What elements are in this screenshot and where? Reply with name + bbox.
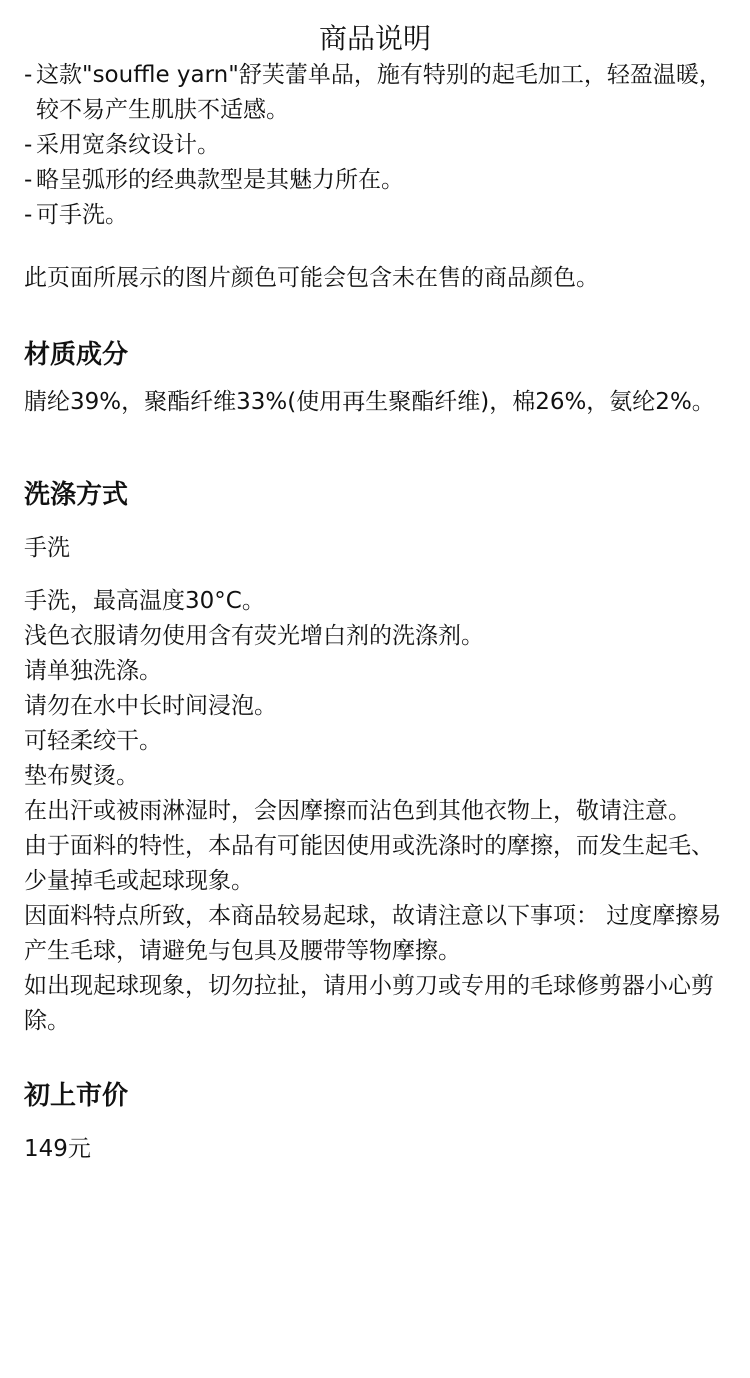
description-item-text: 略呈弧形的经典款型是其魅力所在。 — [36, 167, 404, 193]
washing-instruction-line: 如出现起球现象，切勿拉扯，请用小剪刀或专用的毛球修剪器小心剪除。 — [24, 973, 714, 1034]
description-item — [24, 58, 726, 128]
washing-instruction-line: 请单独洗涤。 — [24, 658, 162, 684]
washing-instruction-line: 手洗，最高温度30°C。 — [24, 588, 265, 614]
washing-instruction-line: 因面料特点所致，本商品较易起球，故请注意以下事项： 过度摩擦易产生毛球，请避免与包具及腰带等物摩擦。 — [24, 903, 722, 964]
bullet-dash: - — [24, 62, 33, 88]
description-list — [24, 58, 726, 233]
washing-instruction-line: 可轻柔绞干。 — [24, 728, 162, 754]
washing-instruction-line: 请勿在水中长时间浸泡。 — [24, 693, 277, 719]
washing-instructions — [24, 584, 726, 1039]
washing-instruction-line: 由于面料的特性，本品有可能因使用或洗涤时的摩擦，而发生起毛、少量掉毛或起球现象。 — [24, 833, 714, 894]
page-title: 商品说明 — [318, 22, 431, 55]
material-composition: 腈纶39%，聚酯纤维33%(使用再生聚酯纤维)，棉26%，氨纶2%。 — [24, 389, 715, 415]
material-heading: 材质成分 — [24, 340, 129, 370]
bullet-dash: - — [24, 132, 33, 158]
launch-price: 149元 — [24, 1136, 91, 1162]
price-heading: 初上市价 — [24, 1081, 129, 1111]
description-item-text: 这款"souffle yarn"舒芙蕾单品，施有特别的起毛加工，轻盈温暖，较不易产生肌肤不适感。 — [36, 62, 722, 123]
bullet-dash: - — [24, 167, 33, 193]
washing-instruction-line: 在出汗或被雨淋湿时，会因摩擦而沾色到其他衣物上，敬请注意。 — [24, 798, 691, 824]
color-disclaimer: 此页面所展示的图片颜色可能会包含未在售的商品颜色。 — [24, 265, 599, 291]
washing-instruction-line: 浅色衣服请勿使用含有荧光增白剂的洗涤剂。 — [24, 623, 484, 649]
description-item — [24, 163, 726, 198]
description-item-text: 采用宽条纹设计。 — [36, 132, 220, 158]
description-item — [24, 198, 726, 233]
description-item — [24, 128, 726, 163]
washing-instruction-line: 垫布熨烫。 — [24, 763, 139, 789]
washing-method: 手洗 — [24, 535, 70, 561]
bullet-dash: - — [24, 202, 33, 228]
washing-heading: 洗涤方式 — [24, 480, 129, 510]
description-item-text: 可手洗。 — [36, 202, 128, 228]
